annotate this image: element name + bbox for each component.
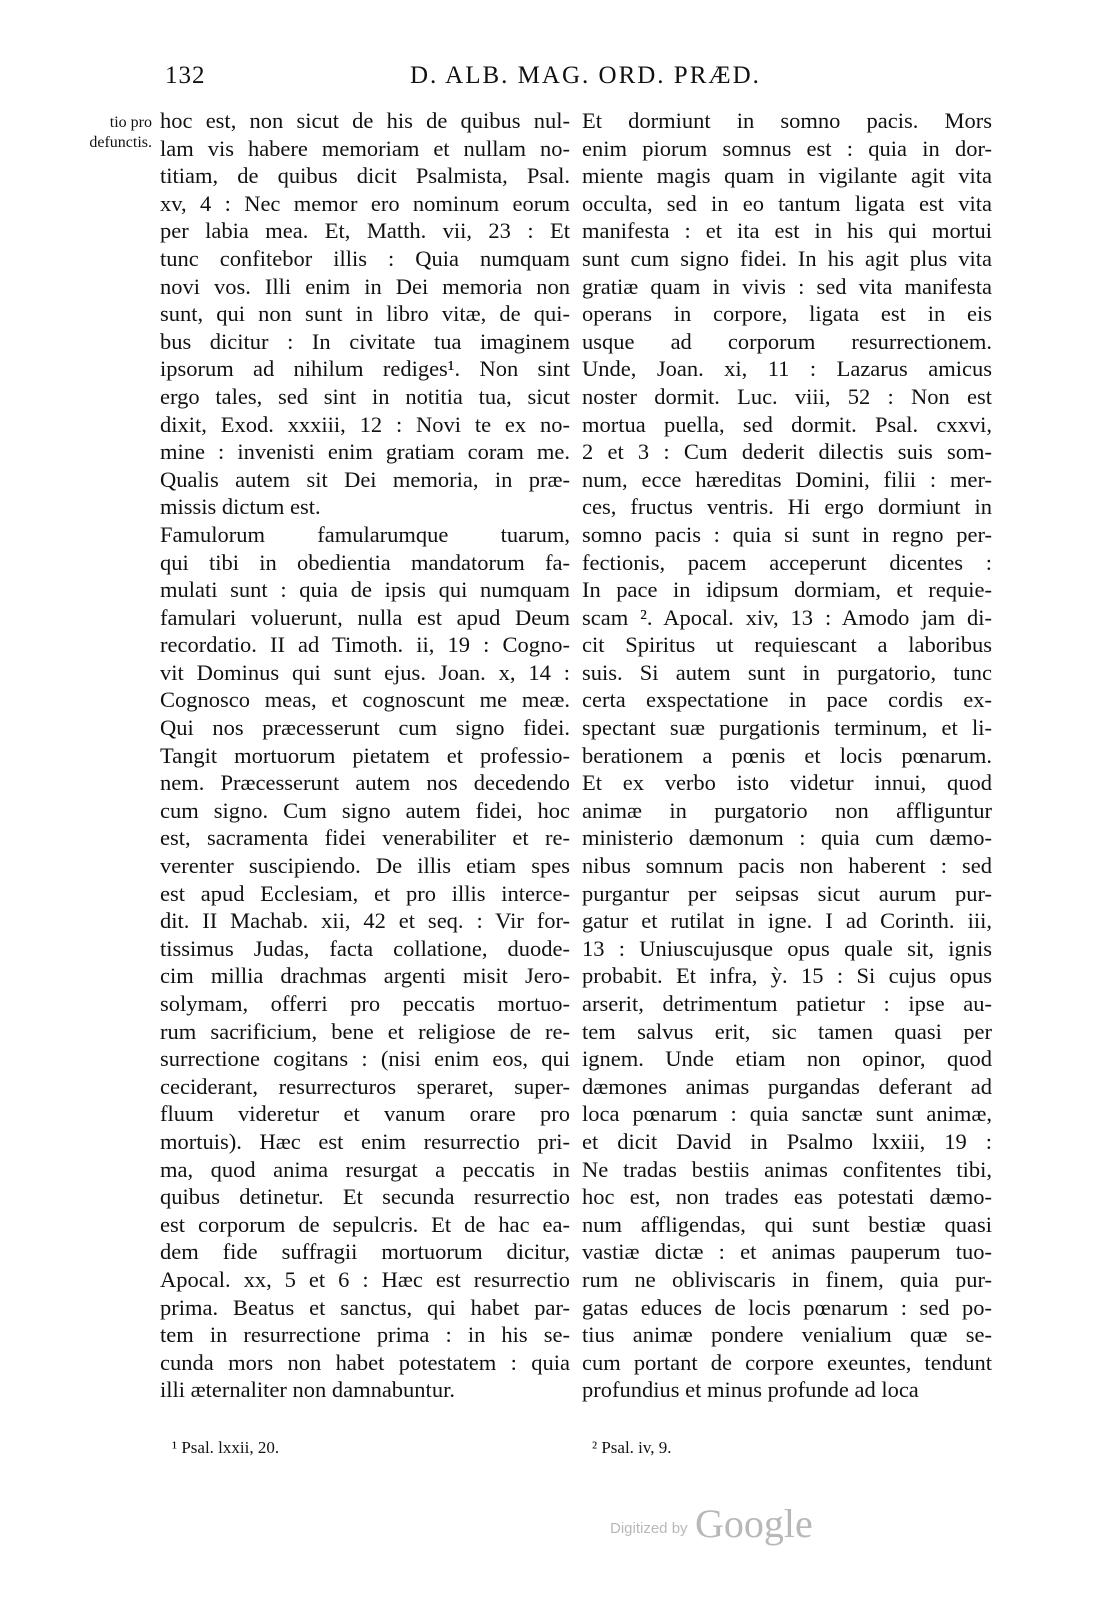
text-line: est corporum de sepulcris. Et de hac ea- bbox=[160, 1211, 570, 1237]
text-line: est apud Ecclesiam, et pro illis interce- bbox=[160, 880, 570, 906]
text-line: tissimus Judas, facta collatione, duode- bbox=[160, 935, 570, 961]
margin-note-line: tio pro bbox=[109, 114, 152, 131]
text-line: hoc est, non sicut de his de quibus nul- bbox=[160, 108, 570, 133]
digitized-watermark bbox=[610, 1500, 830, 1550]
text-line: Cognosco meas, et cognoscunt me meæ. bbox=[160, 687, 570, 713]
text-line: rum sacrificium, bene et religiose de re- bbox=[160, 1018, 570, 1044]
text-line: 2 et 3 : Cum dederit dilectis suis som- bbox=[582, 439, 992, 465]
text-line: titiam, de quibus dicit Psalmista, Psal. bbox=[160, 163, 570, 189]
text-line: bus dicitur : In civitate tua imaginem bbox=[160, 328, 570, 354]
text-line: occulta, sed in eo tantum ligata est vita bbox=[582, 190, 992, 216]
text-line: Et dormiunt in somno pacis. Mors bbox=[582, 108, 992, 133]
text-line: nibus somnum pacis non haberent : sed bbox=[582, 853, 992, 879]
text-line: tius animæ pondere venialium quæ se- bbox=[582, 1322, 992, 1348]
text-line: num affligendas, qui sunt bestiæ quasi bbox=[582, 1211, 992, 1237]
text-line: sunt cum signo fidei. In his agit plus vita bbox=[582, 245, 992, 271]
text-line: certa exspectatione in pace cordis ex- bbox=[582, 687, 992, 713]
text-line: recordatio. II ad Timoth. ii, 19 : Cogno- bbox=[160, 632, 570, 658]
text-line: gatas educes de locis pœnarum : sed po- bbox=[582, 1294, 992, 1320]
text-line: cum signo. Cum signo autem fidei, hoc bbox=[160, 797, 570, 823]
text-line: loca pœnarum : quia sanctæ sunt animæ, bbox=[582, 1101, 992, 1127]
text-line: ces, fructus ventris. Hi ergo dormiunt in bbox=[582, 494, 992, 520]
running-header bbox=[160, 62, 990, 98]
text-line: purgantur per seipsas sicut aurum pur- bbox=[582, 880, 992, 906]
text-line: rum ne obliviscaris in finem, quia pur- bbox=[582, 1266, 992, 1292]
text-line: vit Dominus qui sunt ejus. Joan. x, 14 : bbox=[160, 659, 570, 685]
text-line: cunda mors non habet potestatem : quia bbox=[160, 1349, 570, 1375]
text-line: Ne tradas bestiis animas confitentes tibi, bbox=[582, 1156, 992, 1182]
text-line: gatur et rutilat in igne. I ad Corinth. iii, bbox=[582, 908, 992, 934]
text-line: tem in resurrectione prima : in his se- bbox=[160, 1322, 570, 1348]
text-line: Et ex verbo isto videtur innui, quod bbox=[582, 770, 992, 796]
text-line: In pace in idipsum dormiam, et requie- bbox=[582, 577, 992, 603]
text-line: Apocal. xx, 5 et 6 : Hæc est resurrectio bbox=[160, 1266, 570, 1292]
text-line: profundius et minus profunde ad loca bbox=[582, 1377, 919, 1403]
text-line: tem salvus erit, sic tamen quasi per bbox=[582, 1018, 992, 1044]
text-line: est, sacramenta fidei venerabiliter et re- bbox=[160, 825, 570, 851]
text-line: scam ². Apocal. xiv, 13 : Amodo jam di- bbox=[582, 604, 992, 630]
text-line: Qui nos præcesserunt cum signo fidei. bbox=[160, 715, 570, 741]
text-line: famulari voluerunt, nulla est apud Deum bbox=[160, 604, 570, 630]
text-line: vastiæ dictæ : et animas pauperum tuo- bbox=[582, 1239, 992, 1265]
text-line: illi æternaliter non damnabuntur. bbox=[160, 1377, 455, 1403]
text-line: lam vis habere memoriam et nullam no- bbox=[160, 135, 570, 161]
text-line: verenter suscipiendo. De illis etiam spes bbox=[160, 853, 570, 879]
text-line: ergo tales, sed sint in notitia tua, sicut bbox=[160, 383, 570, 409]
text-line: dixit, Exod. xxxiii, 12 : Novi te ex no- bbox=[160, 411, 570, 437]
text-line: tunc confitebor illis : Quia numquam bbox=[160, 245, 570, 271]
text-line: Qualis autem sit Dei memoria, in præ- bbox=[160, 466, 570, 492]
text-line: arserit, detrimentum patietur : ipse au- bbox=[582, 991, 992, 1016]
left-text-column bbox=[160, 107, 570, 1404]
text-line: nem. Præcesserunt autem nos decedendo bbox=[160, 770, 570, 796]
text-line: usque ad corporum resurrectionem. bbox=[582, 328, 992, 354]
text-line: spectant suæ purgationis terminum, et li- bbox=[582, 715, 992, 741]
text-line: ministerio dæmonum : quia cum dæmo- bbox=[582, 825, 992, 851]
text-line: ma, quod anima resurgat a peccatis in bbox=[160, 1156, 570, 1182]
text-line: dit. II Machab. xii, 42 et seq. : Vir for- bbox=[160, 908, 570, 934]
text-line: missis dictum est. bbox=[160, 494, 321, 520]
text-line: fectionis, pacem acceperunt dicentes : bbox=[582, 549, 992, 575]
text-line: fluum videretur et vanum orare pro bbox=[160, 1101, 570, 1127]
text-line: hoc est, non trades eas potestati dæmo- bbox=[582, 1184, 992, 1210]
text-line: mulati sunt : quia de ipsis qui numquam bbox=[160, 577, 570, 603]
right-text-column bbox=[582, 107, 992, 1404]
text-line: manifesta : et ita est in his qui mortui bbox=[582, 218, 992, 244]
text-line: somno pacis : quia si sunt in regno per- bbox=[582, 521, 992, 547]
text-line: cim millia drachmas argenti misit Jero- bbox=[160, 963, 570, 989]
text-line: surrectione cogitans : (nisi enim eos, qui bbox=[160, 1046, 570, 1072]
text-line: suis. Si autem sunt in purgatorio, tunc bbox=[582, 659, 992, 685]
text-line: animæ in purgatorio non affliguntur bbox=[582, 797, 992, 823]
text-line: probabit. Et infra, ỳ. 15 : Si cujus opus bbox=[582, 963, 992, 989]
digitized-by-label: Digitized by bbox=[610, 1520, 688, 1537]
text-line: ignem. Unde etiam non opinor, quod bbox=[582, 1046, 992, 1072]
text-line: mortua puella, sed dormit. Psal. cxxvi, bbox=[582, 411, 992, 437]
margin-note-line: defunctis. bbox=[89, 134, 152, 151]
margin-note bbox=[72, 113, 152, 153]
text-line: Famulorum famularumque tuarum, bbox=[160, 521, 570, 547]
text-line: berationem a pœnis et locis pœnarum. bbox=[582, 742, 992, 768]
page-number: 132 bbox=[165, 62, 206, 89]
text-line: enim piorum somnus est : quia in dor- bbox=[582, 135, 992, 161]
footnote-left: ¹ Psal. lxxii, 20. bbox=[172, 1438, 280, 1457]
text-line: ipsorum ad nihilum rediges¹. Non sint bbox=[160, 356, 570, 382]
running-head-title: D. ALB. MAG. ORD. PRÆD. bbox=[410, 62, 761, 89]
text-line: qui tibi in obedientia mandatorum fa- bbox=[160, 549, 570, 575]
text-line: 13 : Uniuscujusque opus quale sit, ignis bbox=[582, 935, 992, 961]
text-line: per labia mea. Et, Matth. vii, 23 : Et bbox=[160, 218, 570, 244]
text-line: mine : invenisti enim gratiam coram me. bbox=[160, 439, 570, 465]
text-line: Tangit mortuorum pietatem et professio- bbox=[160, 742, 570, 768]
text-line: dæmones animas purgandas deferant ad bbox=[582, 1073, 992, 1099]
text-line: solymam, offerri pro peccatis mortuo- bbox=[160, 991, 570, 1016]
text-line: num, ecce hæreditas Domini, filii : mer- bbox=[582, 466, 992, 492]
text-line: cum portant de corpore exeuntes, tendunt bbox=[582, 1349, 992, 1375]
google-logo: Google bbox=[695, 1501, 813, 1546]
footnote-right: ² Psal. iv, 9. bbox=[592, 1438, 672, 1457]
text-line: Unde, Joan. xi, 11 : Lazarus amicus bbox=[582, 356, 992, 382]
text-line: et dicit David in Psalmo lxxiii, 19 : bbox=[582, 1128, 992, 1154]
text-line: gratiæ quam in vivis : sed vita manifesta bbox=[582, 273, 992, 299]
text-line: ceciderant, resurrecturos speraret, super- bbox=[160, 1073, 570, 1099]
text-line: sunt, qui non sunt in libro vitæ, de qui- bbox=[160, 301, 570, 327]
text-line: operans in corpore, ligata est in eis bbox=[582, 301, 992, 327]
text-line: prima. Beatus et sanctus, qui habet par- bbox=[160, 1294, 570, 1320]
text-line: cit Spiritus ut requiescant a laboribus bbox=[582, 632, 992, 658]
text-line: dem fide suffragii mortuorum dicitur, bbox=[160, 1239, 570, 1265]
text-line: miente magis quam in vigilante agit vita bbox=[582, 163, 992, 189]
text-line: quibus detinetur. Et secunda resurrectio bbox=[160, 1184, 570, 1210]
text-line: noster dormit. Luc. viii, 52 : Non est bbox=[582, 383, 992, 409]
text-line: xv, 4 : Nec memor ero nominum eorum bbox=[160, 190, 570, 216]
text-line: mortuis). Hæc est enim resurrectio pri- bbox=[160, 1128, 570, 1154]
text-line: novi vos. Illi enim in Dei memoria non bbox=[160, 273, 570, 299]
